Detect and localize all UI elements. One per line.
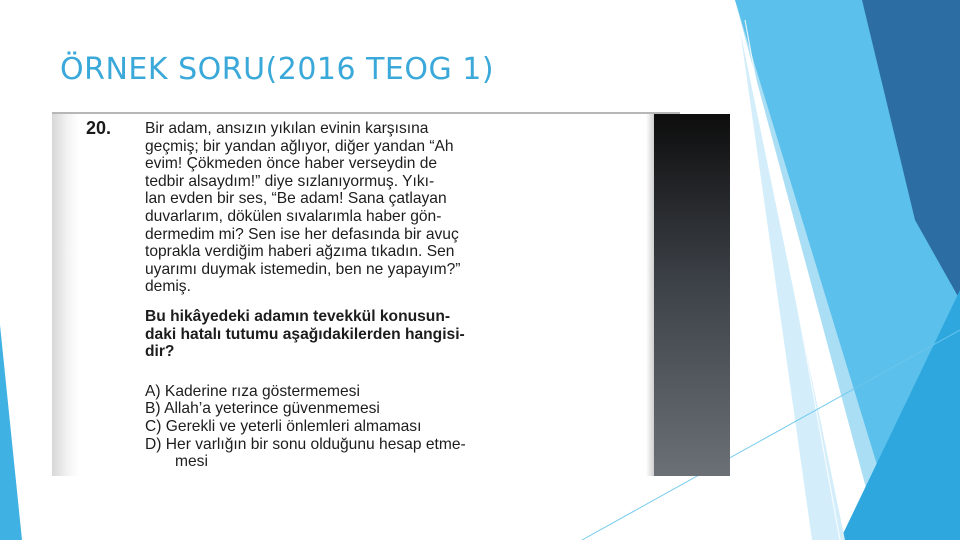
story-line: lan evden bir ses, “Be adam! Sana çatlayan — [145, 190, 447, 208]
right-dark-top-shape — [862, 0, 960, 300]
question-number: 20. — [86, 118, 112, 138]
image-right-shade — [646, 114, 654, 476]
story-line: toprakla verdiğim haberi ağzıma tıkadın. Sen — [145, 243, 455, 261]
option-b: B) Allah’a yeterince güvenmemesi — [145, 400, 380, 418]
slide-title: ÖRNEK SORU(2016 TEOG 1) — [60, 52, 495, 87]
right-bottom-shape — [840, 290, 960, 540]
image-dark-strip — [654, 114, 730, 476]
right-light-shape — [735, 0, 960, 540]
option-c: C) Gerekli ve yeterli önlemleri almaması — [145, 417, 422, 435]
right-mid-shape — [735, 0, 960, 540]
story-line: demiş. — [145, 278, 191, 296]
story-line: tedbir alsaydım!” diye sızlanıyormuş. Yıkı- — [145, 172, 435, 190]
right-line-1 — [745, 20, 840, 540]
option-d: D) Her varlığın bir sonu olduğunu hesap etme- — [145, 435, 466, 453]
story-line: Bir adam, ansızın yıkılan evinin karşısına — [145, 120, 429, 137]
story-line: duvarlarım, dökülen sıvalarımla haber gön- — [145, 207, 442, 225]
left-accent-shape — [0, 325, 22, 540]
right-streak-shape — [740, 30, 845, 540]
image-left-border — [52, 114, 80, 476]
prompt-line: Bu hikâyedeki adamın tevekkül konusun- — [145, 307, 451, 325]
question-image — [52, 114, 730, 476]
prompt-line: daki hatalı tutumu aşağıdakilerden hangisi- — [145, 325, 465, 343]
question-text — [145, 120, 625, 471]
prompt-line: dir? — [145, 343, 175, 361]
story-line: geçmiş; bir yandan ağlıyor, diğer yandan “Ah — [145, 137, 454, 155]
option-d-continuation: mesi — [175, 453, 208, 471]
story-line: uyarımı duymak istemedin, ben ne yapayım?” — [145, 260, 461, 278]
story-line: evim! Çökmeden önce haber verseydin de — [145, 155, 438, 173]
story-line: dermedim mi? Sen ise her defasında bir avuç — [145, 225, 459, 243]
option-a: A) Kaderine rıza göstermemesi — [145, 382, 360, 400]
